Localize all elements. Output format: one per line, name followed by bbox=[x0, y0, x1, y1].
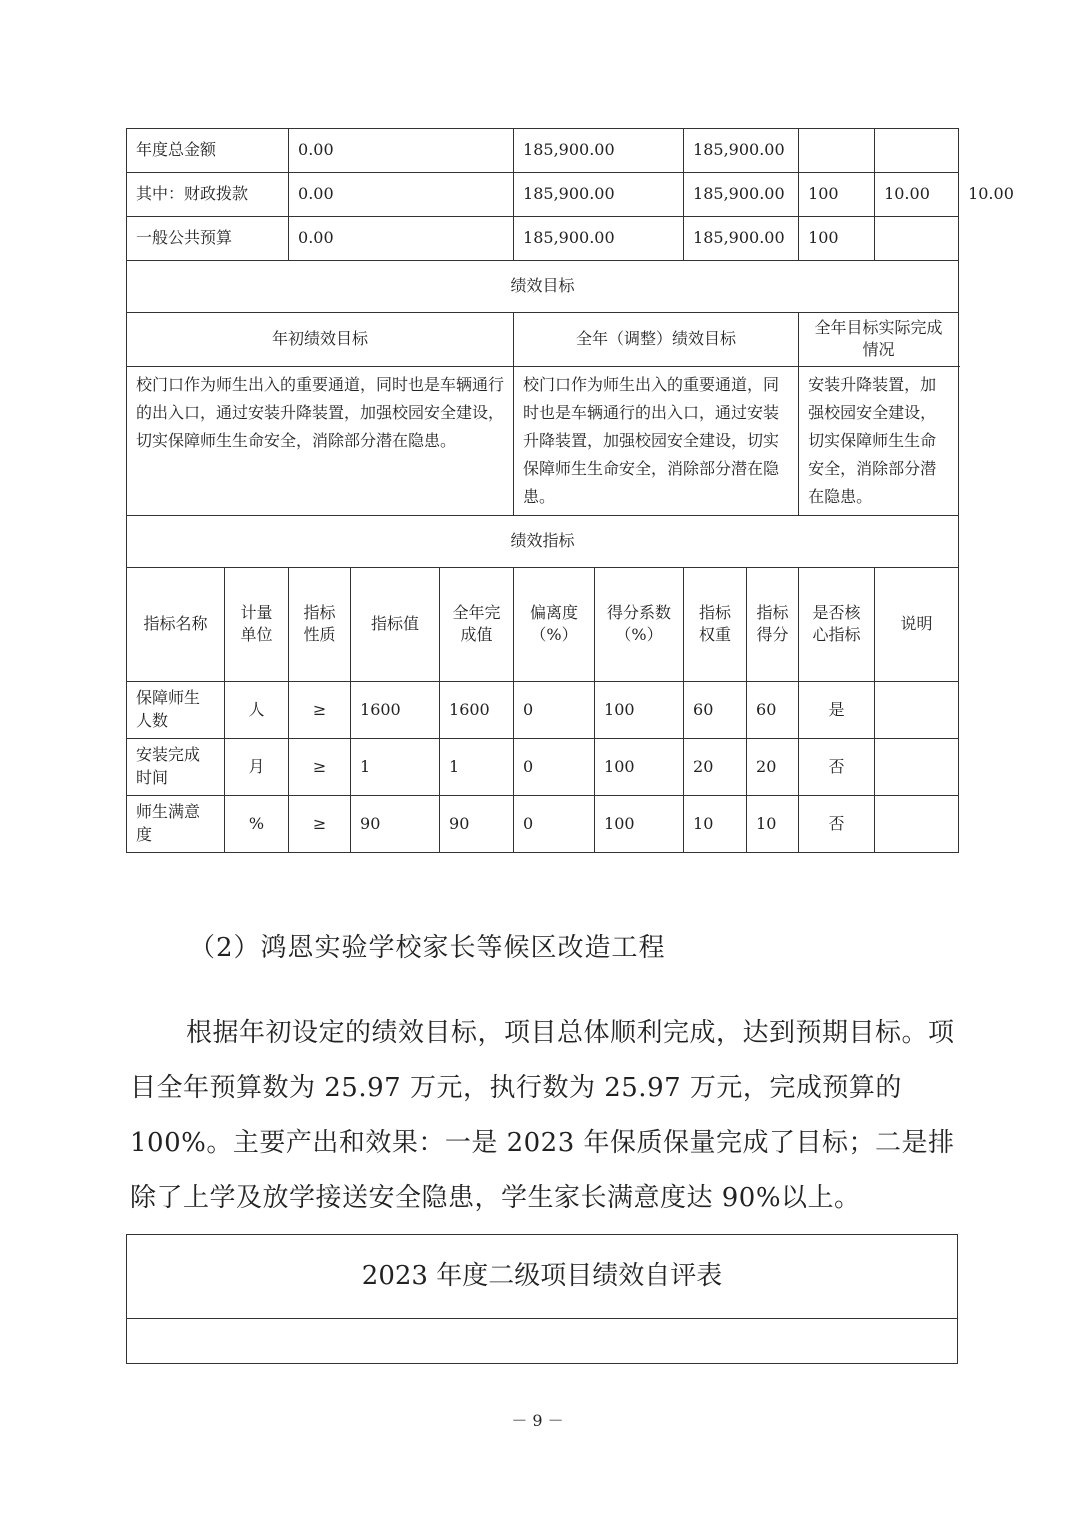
body-paragraph: 根据年初设定的绩效目标，项目总体顺利完成，达到预期目标。项目全年预算数为 25.97 万元，执行数为 25.97 万元，完成预算的 100%。主要产出和效果：一是 2023 年保质保量完成了目标；二是排除了上学及放学接送安全隐患，学生家长满意度达 90%以上。 bbox=[130, 1018, 955, 1213]
evaluation-table bbox=[126, 1234, 958, 1364]
indicator-cell: ≥ bbox=[289, 738, 351, 795]
indicator-header: 指标得分 bbox=[747, 567, 799, 681]
indicator-header: 指标性质 bbox=[289, 567, 351, 681]
budget-value: 185,900.00 bbox=[684, 129, 799, 173]
budget-value: 185,900.00 bbox=[684, 217, 799, 261]
indicator-cell: 是 bbox=[799, 681, 875, 738]
indicator-row bbox=[127, 795, 959, 852]
indicator-header: 指标名称 bbox=[127, 567, 225, 681]
indicator-header: 说明 bbox=[875, 567, 959, 681]
budget-value: 0.00 bbox=[289, 217, 514, 261]
indicator-header: 指标值 bbox=[351, 567, 440, 681]
indicator-cell: 保障师生人数 bbox=[127, 681, 225, 738]
indicator-cell: ≥ bbox=[289, 795, 351, 852]
budget-value: 185,900.00 bbox=[514, 129, 684, 173]
budget-value: 0.00 bbox=[289, 173, 514, 217]
budget-value: 185,900.00 bbox=[684, 173, 799, 217]
performance-table bbox=[126, 128, 1014, 853]
goals-section-title: 绩效目标 bbox=[127, 261, 959, 313]
indicator-cell: 人 bbox=[225, 681, 289, 738]
budget-value bbox=[875, 217, 959, 261]
budget-name: 年度总金额 bbox=[127, 129, 289, 173]
indicator-cell: 20 bbox=[747, 738, 799, 795]
section-heading: （2）鸿恩实验学校家长等候区改造工程 bbox=[189, 933, 666, 963]
budget-name: 一般公共预算 bbox=[127, 217, 289, 261]
page-number: － 9 － bbox=[511, 1411, 564, 1430]
indicator-cell bbox=[875, 795, 959, 852]
indicator-cell: 1600 bbox=[440, 681, 514, 738]
indicator-cell: 100 bbox=[595, 795, 684, 852]
indicator-cell: 0 bbox=[514, 795, 595, 852]
goals-header-adjusted: 全年（调整）绩效目标 bbox=[514, 313, 799, 367]
indicator-cell: 0 bbox=[514, 681, 595, 738]
budget-name: 其中：财政拨款 bbox=[127, 173, 289, 217]
indicator-header: 得分系数（%） bbox=[595, 567, 684, 681]
indicator-cell: 1600 bbox=[351, 681, 440, 738]
goals-actual-text: 安装升降装置，加强校园安全建设，切实保障师生生命安全，消除部分潜在隐患。 bbox=[799, 366, 959, 515]
indicator-cell: 师生满意度 bbox=[127, 795, 225, 852]
indicator-cell: 20 bbox=[684, 738, 747, 795]
indicator-cell: 90 bbox=[440, 795, 514, 852]
indicator-cell: 否 bbox=[799, 795, 875, 852]
indicator-header: 计量单位 bbox=[225, 567, 289, 681]
indicator-cell: 1 bbox=[351, 738, 440, 795]
indicator-cell bbox=[875, 681, 959, 738]
indicator-cell: 否 bbox=[799, 738, 875, 795]
indicator-cell: ≥ bbox=[289, 681, 351, 738]
budget-row bbox=[127, 217, 959, 261]
indicator-cell: 月 bbox=[225, 738, 289, 795]
evaluation-table-empty-row bbox=[127, 1319, 958, 1364]
indicator-cell: 100 bbox=[595, 738, 684, 795]
budget-value bbox=[875, 129, 959, 173]
indicator-cell: 安装完成时间 bbox=[127, 738, 225, 795]
indicator-cell: 10 bbox=[684, 795, 747, 852]
budget-value bbox=[799, 129, 875, 173]
indicators-section-title: 绩效指标 bbox=[127, 515, 959, 567]
budget-value: 185,900.00 bbox=[514, 173, 684, 217]
goals-adjusted-text: 校门口作为师生出入的重要通道，同时也是车辆通行的出入口，通过安装升降装置，加强校园安全建设，切实保障师生生命安全，消除部分潜在隐患。 bbox=[514, 366, 799, 515]
indicator-cell: 0 bbox=[514, 738, 595, 795]
budget-value: 0.00 bbox=[289, 129, 514, 173]
indicator-row bbox=[127, 681, 959, 738]
indicator-header: 是否核心指标 bbox=[799, 567, 875, 681]
indicator-header: 偏离度（%） bbox=[514, 567, 595, 681]
goals-header-actual: 全年目标实际完成情况 bbox=[799, 313, 959, 367]
indicator-header: 指标权重 bbox=[684, 567, 747, 681]
indicator-cell: 1 bbox=[440, 738, 514, 795]
goals-header-initial: 年初绩效目标 bbox=[127, 313, 514, 367]
indicator-cell: 60 bbox=[684, 681, 747, 738]
indicator-cell: 100 bbox=[595, 681, 684, 738]
evaluation-table-title: 2023 年度二级项目绩效自评表 bbox=[127, 1235, 958, 1319]
indicator-cell: % bbox=[225, 795, 289, 852]
indicator-header: 全年完成值 bbox=[440, 567, 514, 681]
indicator-cell: 10 bbox=[747, 795, 799, 852]
indicator-cell bbox=[875, 738, 959, 795]
budget-value: 100 bbox=[799, 217, 875, 261]
budget-row bbox=[127, 129, 959, 173]
indicator-row bbox=[127, 738, 959, 795]
budget-value: 10.00 bbox=[875, 173, 959, 217]
goals-initial-text: 校门口作为师生出入的重要通道，同时也是车辆通行的出入口，通过安装升降装置，加强校园安全建设，切实保障师生生命安全，消除部分潜在隐患。 bbox=[127, 366, 514, 515]
budget-row: 其中：财政拨款 0.00 185,900.00 185,900.00 100 10.00 10.00 bbox=[127, 173, 959, 217]
budget-value: 100 bbox=[799, 173, 875, 217]
indicator-cell: 90 bbox=[351, 795, 440, 852]
budget-value: 185,900.00 bbox=[514, 217, 684, 261]
indicator-cell: 60 bbox=[747, 681, 799, 738]
